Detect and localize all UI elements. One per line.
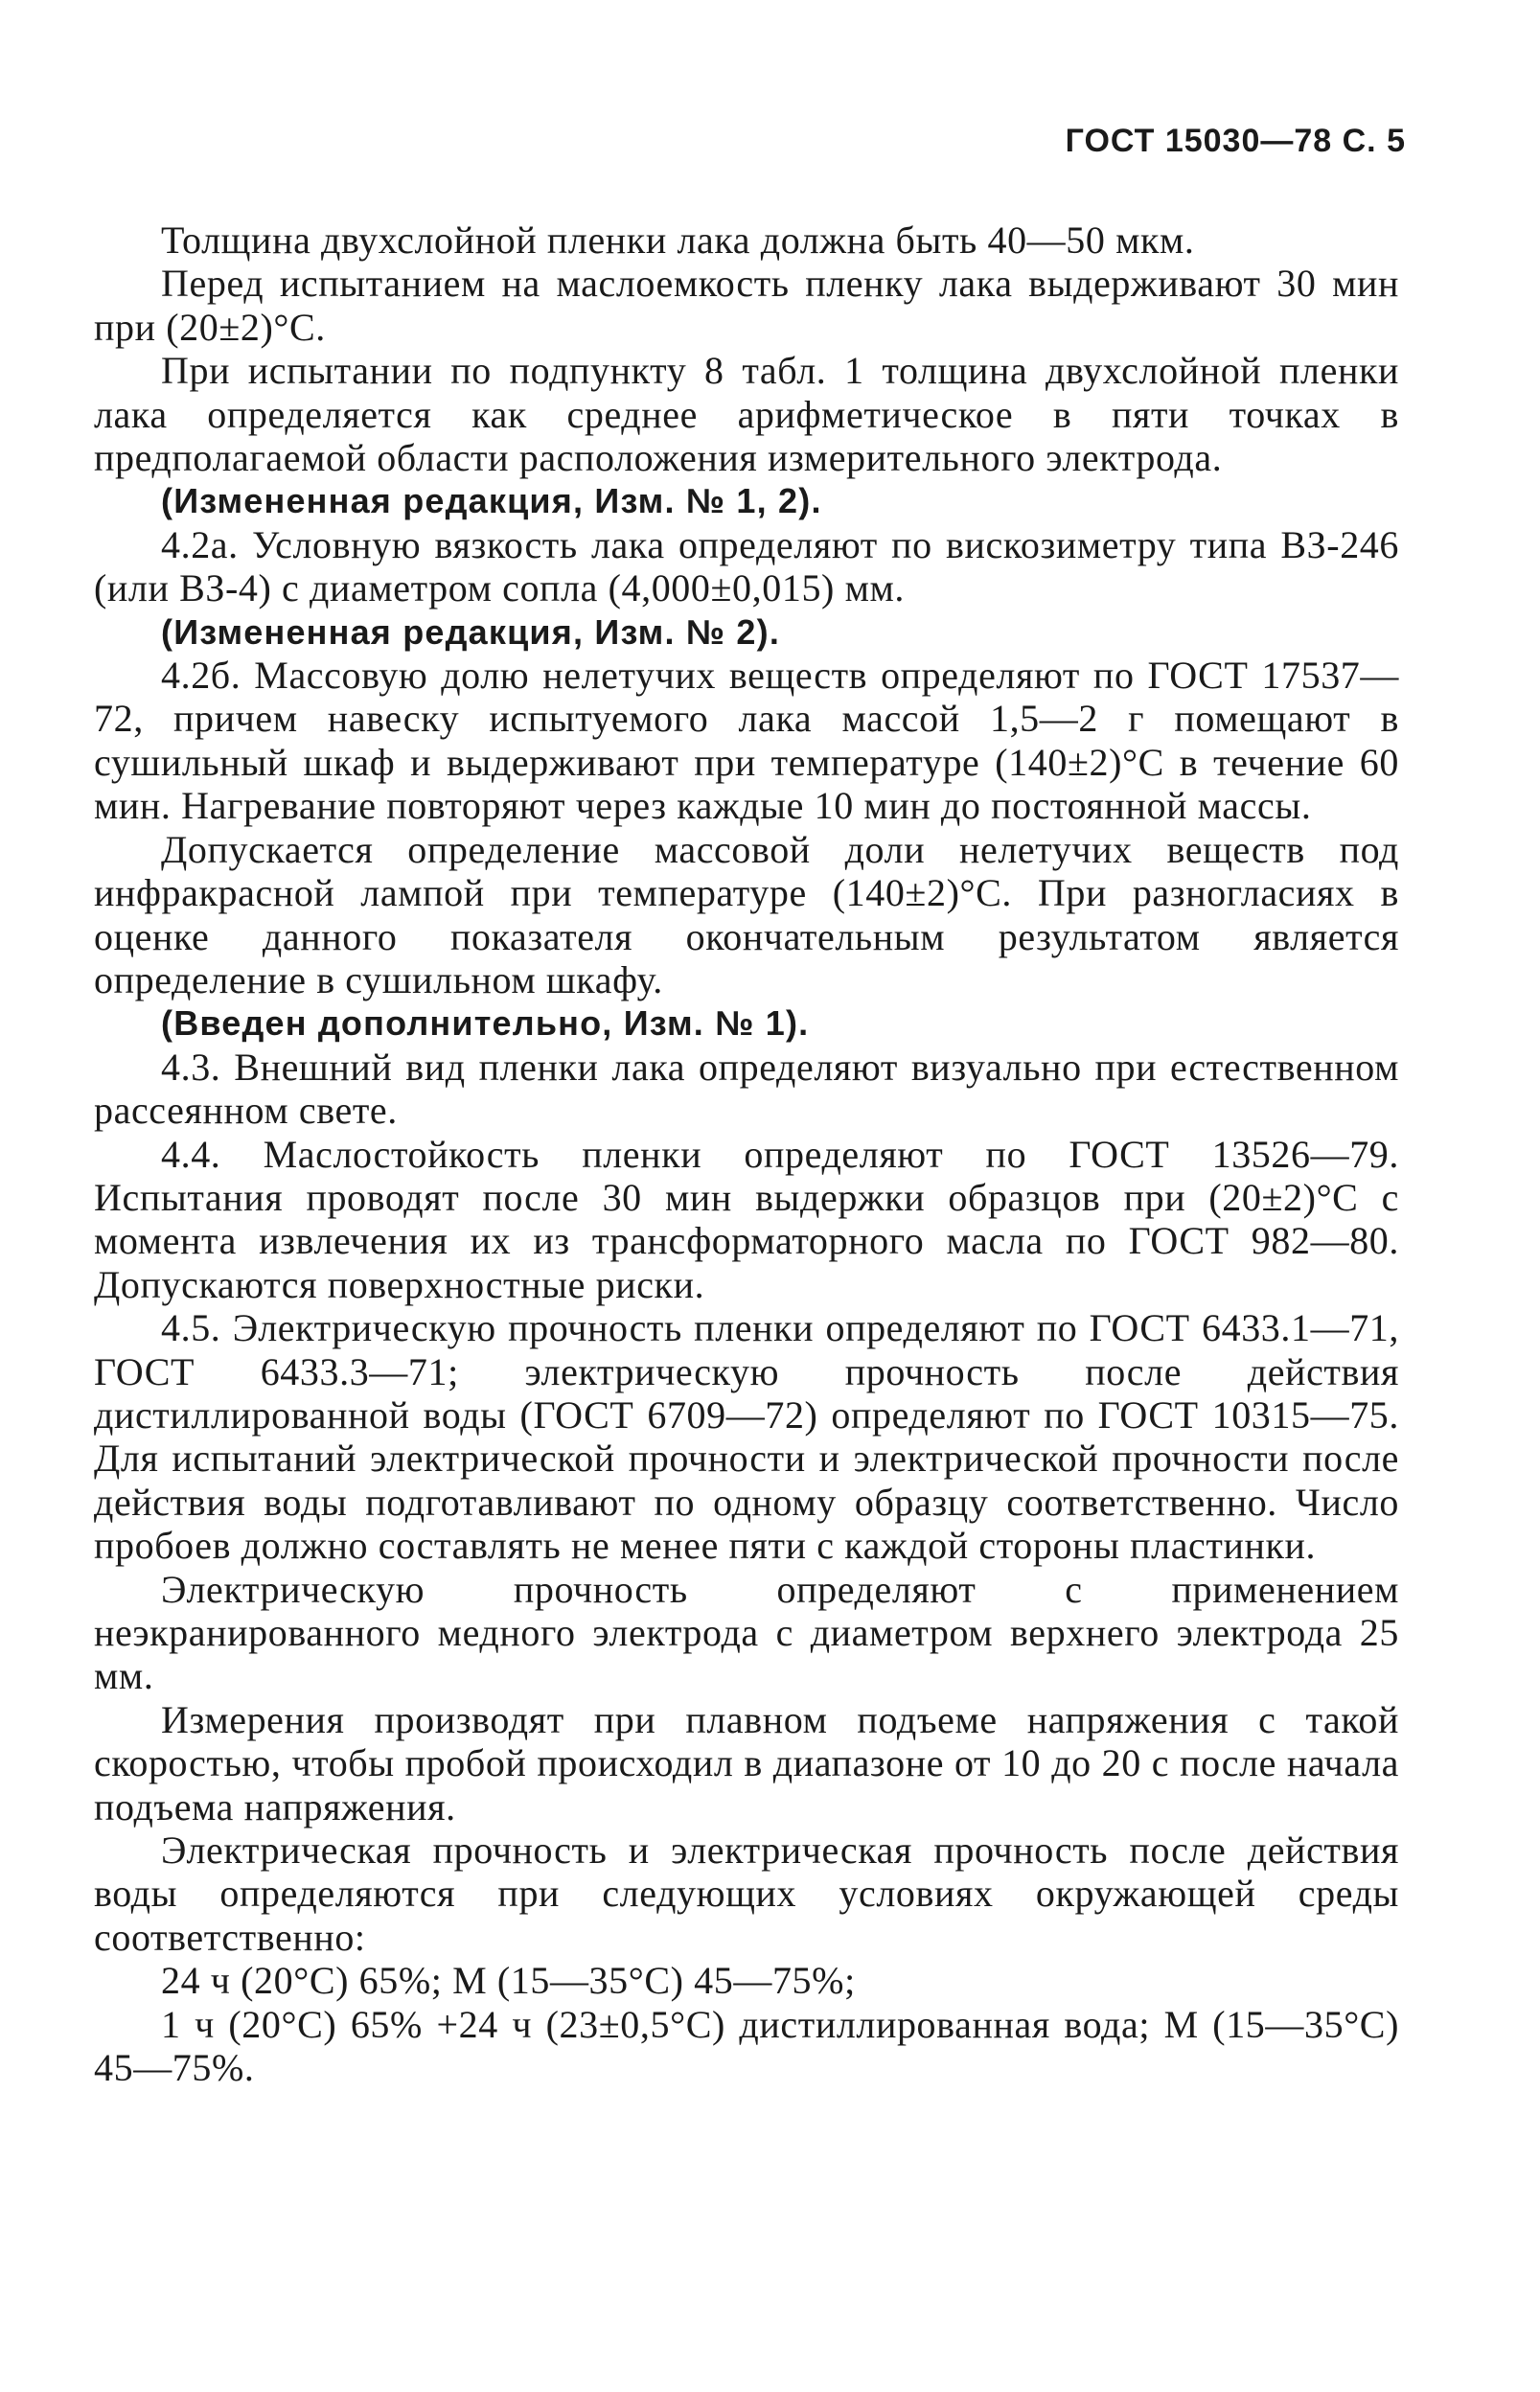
paragraph: Измерения производят при плавном подъеме напряжения с такой скоростью, чтобы пробой происходил в диапазоне от 10 до 20 с после начала подъема напряжения. <box>94 1697 1399 1828</box>
paragraph: 4.2б. Массовую долю нелетучих веществ определяют по ГОСТ 17537—72, причем навеску испытуемого лака массой 1,5—2 г помещают в сушильный шкаф и выдерживают при температуре (140±2)°С в течение 60 мин. Нагревание повторяют через каждые 10 мин до постоянной массы. <box>94 654 1399 828</box>
page-header: ГОСТ 15030—78 С. 5 <box>1065 123 1406 159</box>
paragraph: 4.5. Электрическую прочность пленки определяют по ГОСТ 6433.1—71, ГОСТ 6433.3—71; электрическую прочность после действия дистиллированной воды (ГОСТ 6709—72) определяют по ГОСТ 10315—75. Для испытаний электрической прочности и электрической прочности после действия воды подготавливают по одному образцу соответственно. Число пробоев должно составлять не менее пяти с каждой стороны пластинки. <box>94 1306 1399 1568</box>
paragraph: Перед испытанием на маслоемкость пленку лака выдерживают 30 мин при (20±2)°С. <box>94 262 1399 349</box>
paragraph: Толщина двухслойной пленки лака должна быть 40—50 мкм. <box>161 218 1195 262</box>
paragraph: Электрическая прочность и электрическая прочность после действия воды определяются при следующих условиях окружающей среды соответственно: <box>94 1828 1399 1959</box>
paragraph: Допускается определение массовой доли нелетучих веществ под инфракрасной лампой при температуре (140±2)°С. При разногласиях в оценке данного показателя окончательным результатом является определение в сушильном шкафу. <box>94 827 1399 1001</box>
amendment-note: (Измененная редакция, Изм. № 2). <box>161 611 781 652</box>
amendment-note: (Введен дополнительно, Изм. № 1). <box>161 1003 810 1044</box>
paragraph: 4.2а. Условную вязкость лака определяют по вискозиметру типа ВЗ-246 (или ВЗ-4) с диаметром сопла (4,000±0,015) мм. <box>94 522 1399 610</box>
body-text <box>94 218 1399 2089</box>
paragraph: 4.4. Маслостойкость пленки определяют по ГОСТ 13526—79. Испытания проводят после 30 мин выдержки образцов при (20±2)°С с момента извлечения их из трансформаторного масла по ГОСТ 982—80. Допускаются поверхностные риски. <box>94 1132 1399 1306</box>
paragraph: Электрическую прочность определяют с применением неэкранированного медного электрода с диаметром верхнего электрода 25 мм. <box>94 1567 1399 1698</box>
paragraph: 24 ч (20°С) 65%; М (15—35°С) 45—75%; <box>161 1959 856 2003</box>
paragraph: При испытании по подпункту 8 табл. 1 толщина двухслойной пленки лака определяется как среднее арифметическое в пяти точках в предполагаемой области расположения измерительного электрода. <box>94 349 1399 480</box>
paragraph: 4.3. Внешний вид пленки лака определяют визуально при естественном рассеянном свете. <box>94 1045 1399 1133</box>
amendment-note: (Измененная редакция, Изм. № 1, 2). <box>161 481 822 521</box>
paragraph: 1 ч (20°С) 65% +24 ч (23±0,5°С) дистиллированная вода; М (15—35°С) 45—75%. <box>94 2002 1399 2090</box>
